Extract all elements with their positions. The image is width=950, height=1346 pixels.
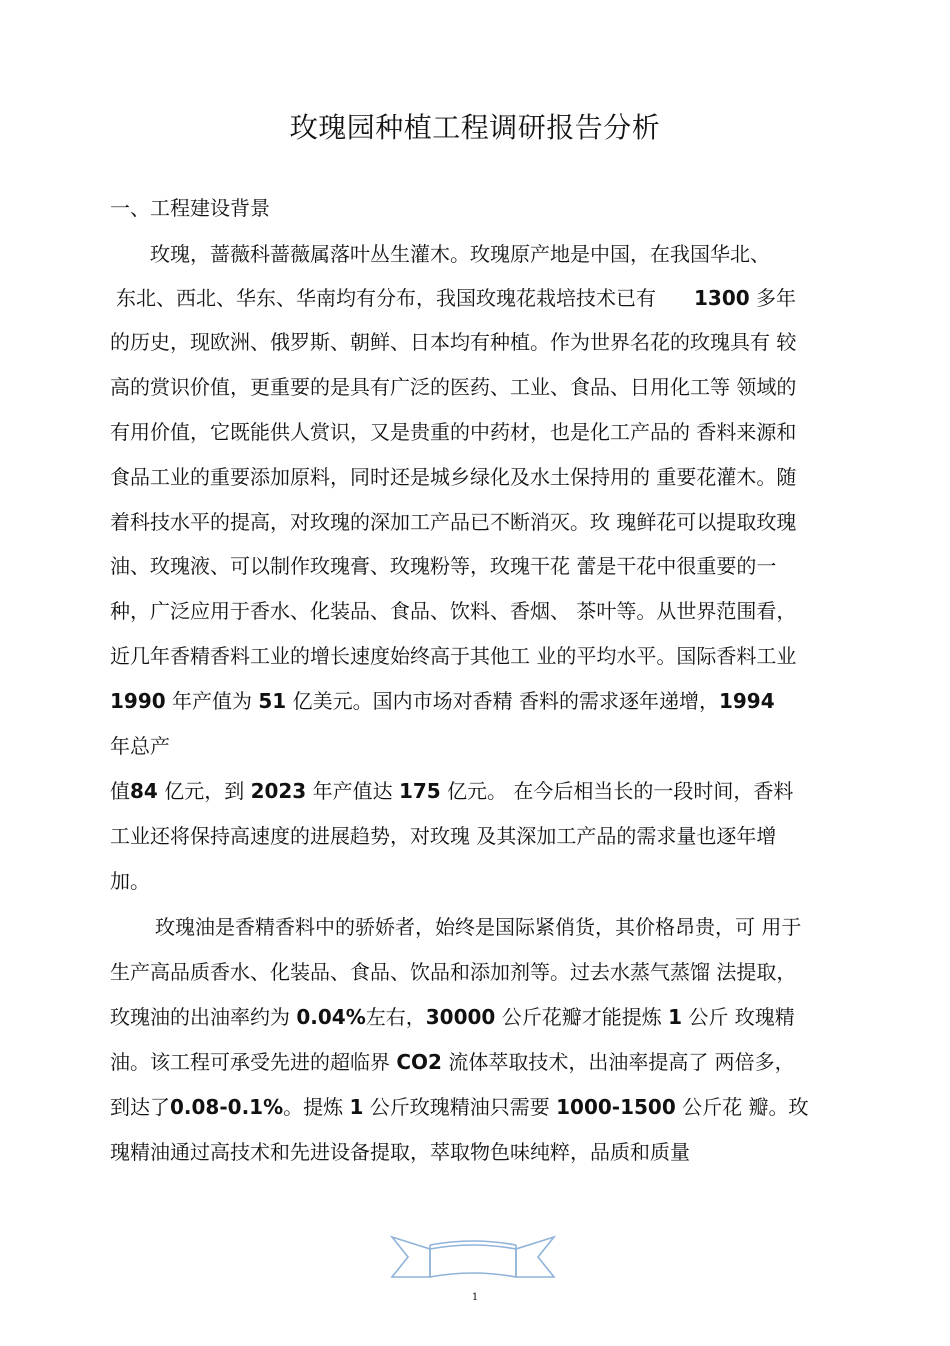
ribbon-icon	[390, 1233, 556, 1285]
text-line: 生产高品质香水、化装品、食品、饮品和添加剂等。过去水蒸气蒸馏 法提取，	[110, 960, 797, 984]
text-line: 值84 亿元，到 2023 年产值达 175 亿元。 在今后相当长的一段时间，香料	[110, 779, 794, 803]
text-line: 种，广泛应用于香水、化装品、食品、饮料、香烟、 茶叶等。从世界范围看，	[110, 599, 797, 623]
section-heading: 一、工程建设背景	[110, 196, 270, 220]
text-line: 玫瑰油是香精香料中的骄娇者，始终是国际紧俏货，其价格昂贵，可 用于	[155, 915, 802, 939]
text-line: 工业还将保持高速度的进展趋势，对玫瑰 及其深加工产品的需求量也逐年增	[110, 824, 777, 848]
text-line: 油、玫瑰液、可以制作玫瑰膏、玫瑰粉等，玫瑰干花 蕾是干花中很重要的一	[110, 554, 777, 578]
text-line: 油。该工程可承受先进的超临界 CO2 流体萃取技术，出油率提高了 两倍多，	[110, 1050, 795, 1074]
page-number: 1	[471, 1292, 479, 1303]
text-line: 瑰精油通过高技术和先进设备提取，萃取物色味纯粹，品质和质量	[110, 1140, 690, 1164]
text-line: 有用价值，它既能供人赏识，又是贵重的中药材，也是化工产品的 香料来源和	[110, 420, 797, 444]
text-line: 着科技水平的提高，对玫瑰的深加工产品已不断消灭。玫 瑰鲜花可以提取玫瑰	[110, 510, 797, 534]
text-line: 高的赏识价值，更重要的是具有广泛的医药、工业、食品、日用化工等 领域的	[110, 375, 797, 399]
text-line: 1990 年产值为 51 亿美元。国内市场对香精 香料的需求逐年递增，1994	[110, 689, 775, 713]
text-line: 的历史，现欧洲、俄罗斯、朝鲜、日本均有种植。作为世界名花的玫瑰具有 较	[110, 330, 797, 354]
document-title: 玫瑰园种植工程调研报告分析	[289, 111, 661, 144]
text-line: 加。	[110, 869, 150, 893]
text-line: 食品工业的重要添加原料，同时还是城乡绿化及水土保持用的 重要花灌木。随	[110, 465, 797, 489]
text-line: 东北、西北、华东、华南均有分布，我国玫瑰花栽培技术已有 1300 多年	[116, 286, 797, 310]
text-line: 玫瑰油的出油率约为 0.04%左右，30000 公斤花瓣才能提炼 1 公斤 玫瑰精	[110, 1005, 795, 1029]
text-line: 玫瑰，蔷薇科蔷薇属落叶丛生灌木。玫瑰原产地是中国，在我国华北、	[150, 242, 770, 266]
text-line: 年总产	[110, 734, 170, 758]
text-line: 到达了0.08-0.1%。提炼 1 公斤玫瑰精油只需要 1000-1500 公斤花 瓣。玫	[110, 1095, 809, 1119]
text-line: 近几年香精香料工业的增长速度始终高于其他工 业的平均水平。国际香料工业	[110, 644, 797, 668]
